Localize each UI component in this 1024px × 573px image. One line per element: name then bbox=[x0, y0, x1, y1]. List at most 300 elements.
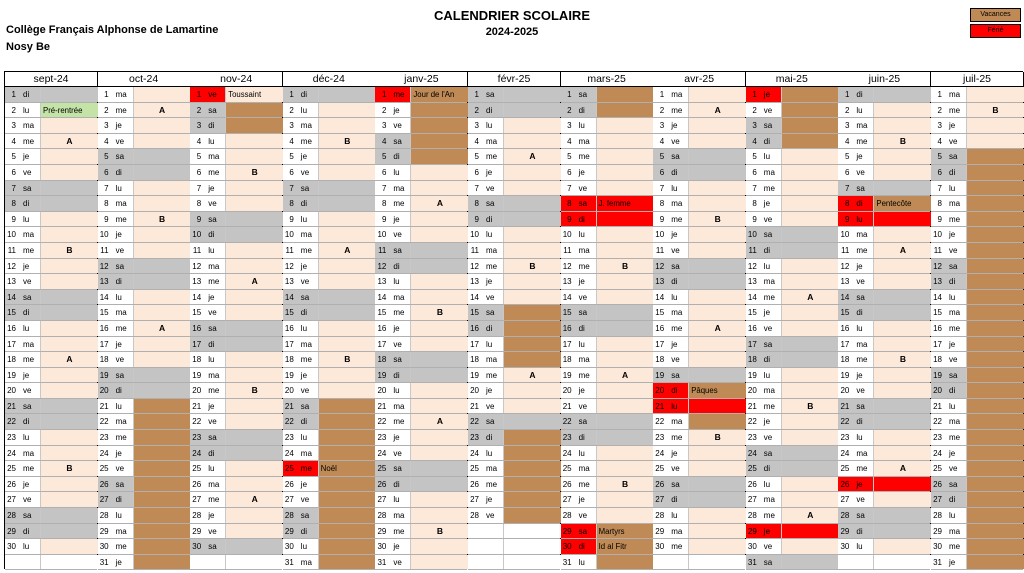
weekday: ve bbox=[203, 305, 225, 320]
day-note bbox=[596, 87, 654, 102]
day-note bbox=[410, 321, 468, 336]
weekday: ve bbox=[944, 243, 966, 258]
day-note bbox=[318, 227, 376, 242]
day-row bbox=[98, 196, 190, 212]
day-note bbox=[966, 134, 1024, 149]
weekday: sa bbox=[296, 399, 318, 414]
day-number: 27 bbox=[931, 492, 944, 507]
day-number: 21 bbox=[98, 399, 111, 414]
day-row bbox=[98, 555, 190, 571]
day-row bbox=[5, 118, 97, 134]
day-number: 21 bbox=[931, 399, 944, 414]
day-row bbox=[283, 165, 375, 181]
day-note bbox=[873, 555, 931, 570]
weekday: ma bbox=[481, 461, 503, 476]
weekday: je bbox=[203, 290, 225, 305]
day-number: 30 bbox=[375, 539, 388, 554]
day-number: 7 bbox=[931, 181, 944, 196]
day-row bbox=[468, 368, 560, 384]
day-note bbox=[688, 227, 746, 242]
day-number: 22 bbox=[561, 414, 574, 429]
day-note bbox=[781, 446, 839, 461]
week-letter: A bbox=[410, 414, 468, 429]
weekday: sa bbox=[481, 305, 503, 320]
day-number: 5 bbox=[98, 149, 111, 164]
day-number: 9 bbox=[931, 212, 944, 227]
day-number: 30 bbox=[653, 539, 666, 554]
week-letter: B bbox=[873, 352, 931, 367]
weekday: di bbox=[111, 165, 133, 180]
weekday: me bbox=[203, 383, 225, 398]
day-number: 25 bbox=[5, 461, 18, 476]
day-row bbox=[561, 103, 653, 119]
day-row bbox=[468, 337, 560, 353]
day-number: 8 bbox=[283, 196, 296, 211]
day-note bbox=[318, 430, 376, 445]
day-number: 25 bbox=[561, 461, 574, 476]
day-note bbox=[596, 181, 654, 196]
weekday: je bbox=[944, 555, 966, 570]
day-number: 20 bbox=[838, 383, 851, 398]
day-note bbox=[596, 212, 654, 227]
week-letter: A bbox=[40, 352, 98, 367]
weekday: lu bbox=[111, 399, 133, 414]
day-row bbox=[190, 274, 282, 290]
day-row bbox=[98, 227, 190, 243]
day-row bbox=[746, 414, 838, 430]
day-number: 18 bbox=[98, 352, 111, 367]
day-row bbox=[561, 477, 653, 493]
weekday: ve bbox=[388, 337, 410, 352]
day-number: 17 bbox=[931, 337, 944, 352]
day-note bbox=[503, 212, 561, 227]
day-number: 17 bbox=[838, 337, 851, 352]
weekday: ve bbox=[759, 321, 781, 336]
day-row bbox=[98, 508, 190, 524]
week-letter: A bbox=[225, 492, 283, 507]
day-row bbox=[838, 290, 930, 306]
day-number: 26 bbox=[653, 477, 666, 492]
day-note bbox=[873, 259, 931, 274]
weekday: je bbox=[203, 181, 225, 196]
weekday: me bbox=[944, 212, 966, 227]
weekday: me bbox=[111, 212, 133, 227]
day-row bbox=[283, 274, 375, 290]
weekday: ma bbox=[388, 290, 410, 305]
weekday: lu bbox=[481, 337, 503, 352]
day-note bbox=[966, 227, 1024, 242]
day-row bbox=[98, 477, 190, 493]
day-note bbox=[873, 524, 931, 539]
day-note bbox=[596, 337, 654, 352]
weekday: ma bbox=[203, 368, 225, 383]
weekday: ve bbox=[18, 383, 40, 398]
weekday: ma bbox=[574, 461, 596, 476]
day-number: 2 bbox=[375, 103, 388, 118]
weekday: lu bbox=[481, 227, 503, 242]
day-number: 25 bbox=[931, 461, 944, 476]
weekday: di bbox=[944, 274, 966, 289]
weekday: sa bbox=[944, 477, 966, 492]
weekday: sa bbox=[759, 227, 781, 242]
day-number: 13 bbox=[98, 274, 111, 289]
day-note bbox=[503, 103, 561, 118]
day-number: 11 bbox=[375, 243, 388, 258]
day-note bbox=[133, 305, 191, 320]
day-note bbox=[133, 243, 191, 258]
day-number: 4 bbox=[653, 134, 666, 149]
day-row bbox=[375, 446, 467, 462]
day-number: 5 bbox=[838, 149, 851, 164]
month-header: avr-25 bbox=[653, 72, 745, 87]
weekday: ma bbox=[296, 446, 318, 461]
day-row bbox=[653, 290, 745, 306]
day-row bbox=[653, 399, 745, 415]
day-number: 7 bbox=[190, 181, 203, 196]
day-row bbox=[746, 212, 838, 228]
day-number: 31 bbox=[746, 555, 759, 570]
day-number: 2 bbox=[468, 103, 481, 118]
day-row bbox=[283, 243, 375, 259]
weekday: me bbox=[111, 321, 133, 336]
day-note bbox=[225, 352, 283, 367]
weekday: lu bbox=[18, 321, 40, 336]
day-row bbox=[98, 399, 190, 415]
weekday: ma bbox=[296, 118, 318, 133]
day-note bbox=[410, 368, 468, 383]
day-note bbox=[688, 446, 746, 461]
weekday: ve bbox=[666, 461, 688, 476]
weekday: sa bbox=[944, 368, 966, 383]
day-number: 12 bbox=[375, 259, 388, 274]
day-note bbox=[133, 181, 191, 196]
day-note bbox=[966, 212, 1024, 227]
day-row bbox=[838, 477, 930, 493]
day-number: 8 bbox=[5, 196, 18, 211]
day-number: 3 bbox=[931, 118, 944, 133]
weekday: sa bbox=[296, 181, 318, 196]
weekday: ma bbox=[666, 305, 688, 320]
weekday: me bbox=[111, 539, 133, 554]
weekday: ve bbox=[296, 492, 318, 507]
day-note bbox=[781, 274, 839, 289]
day-number: 22 bbox=[5, 414, 18, 429]
day-number: 13 bbox=[5, 274, 18, 289]
day-row bbox=[283, 118, 375, 134]
day-number: 6 bbox=[375, 165, 388, 180]
day-note bbox=[688, 352, 746, 367]
day-note bbox=[688, 149, 746, 164]
day-number: 26 bbox=[375, 477, 388, 492]
day-number: 14 bbox=[561, 290, 574, 305]
day-number: 27 bbox=[5, 492, 18, 507]
day-number bbox=[653, 555, 666, 570]
weekday: je bbox=[944, 227, 966, 242]
day-number: 14 bbox=[98, 290, 111, 305]
day-number: 26 bbox=[838, 477, 851, 492]
day-number: 11 bbox=[838, 243, 851, 258]
weekday: ma bbox=[18, 337, 40, 352]
day-note bbox=[781, 118, 839, 133]
day-note bbox=[873, 337, 931, 352]
day-number: 29 bbox=[746, 524, 759, 539]
day-row bbox=[838, 446, 930, 462]
week-letter: A bbox=[688, 321, 746, 336]
day-row bbox=[931, 274, 1023, 290]
day-row bbox=[838, 274, 930, 290]
weekday: je bbox=[574, 274, 596, 289]
day-number: 10 bbox=[283, 227, 296, 242]
weekday: lu bbox=[388, 165, 410, 180]
week-letter: A bbox=[133, 321, 191, 336]
day-number: 11 bbox=[653, 243, 666, 258]
weekday: di bbox=[759, 134, 781, 149]
weekday: di bbox=[851, 196, 873, 211]
day-number: 4 bbox=[746, 134, 759, 149]
weekday: lu bbox=[481, 446, 503, 461]
day-row bbox=[653, 352, 745, 368]
week-letter: B bbox=[596, 259, 654, 274]
day-row bbox=[746, 134, 838, 150]
weekday: ve bbox=[296, 383, 318, 398]
day-row bbox=[653, 165, 745, 181]
day-number: 13 bbox=[931, 274, 944, 289]
day-number: 30 bbox=[931, 539, 944, 554]
weekday: ve bbox=[296, 274, 318, 289]
day-row bbox=[190, 165, 282, 181]
day-row bbox=[190, 508, 282, 524]
day-number: 4 bbox=[561, 134, 574, 149]
weekday: sa bbox=[111, 368, 133, 383]
weekday: di bbox=[18, 305, 40, 320]
day-row bbox=[838, 321, 930, 337]
day-row bbox=[561, 274, 653, 290]
day-number: 16 bbox=[468, 321, 481, 336]
weekday: je bbox=[388, 212, 410, 227]
day-number: 18 bbox=[190, 352, 203, 367]
day-number: 22 bbox=[746, 414, 759, 429]
day-number: 18 bbox=[5, 352, 18, 367]
day-note bbox=[40, 321, 98, 336]
weekday: lu bbox=[296, 103, 318, 118]
day-number: 16 bbox=[283, 321, 296, 336]
day-number: 13 bbox=[468, 274, 481, 289]
day-row bbox=[746, 305, 838, 321]
week-letter: B bbox=[503, 259, 561, 274]
weekday: di bbox=[388, 477, 410, 492]
weekday: je bbox=[111, 446, 133, 461]
weekday: je bbox=[481, 383, 503, 398]
day-number: 18 bbox=[746, 352, 759, 367]
day-note bbox=[781, 539, 839, 554]
day-note bbox=[688, 134, 746, 149]
day-number: 3 bbox=[283, 118, 296, 133]
weekday: sa bbox=[481, 196, 503, 211]
weekday: lu bbox=[111, 508, 133, 523]
day-row bbox=[5, 508, 97, 524]
weekday: me bbox=[388, 196, 410, 211]
day-note bbox=[688, 555, 746, 570]
day-number: 7 bbox=[653, 181, 666, 196]
day-note bbox=[318, 165, 376, 180]
day-number: 10 bbox=[838, 227, 851, 242]
weekday: me bbox=[574, 477, 596, 492]
day-row bbox=[190, 196, 282, 212]
day-row bbox=[5, 492, 97, 508]
weekday: sa bbox=[574, 414, 596, 429]
day-note bbox=[318, 305, 376, 320]
day-row bbox=[653, 149, 745, 165]
weekday: ve bbox=[944, 134, 966, 149]
day-note bbox=[966, 524, 1024, 539]
calendar-grid bbox=[4, 71, 1023, 569]
weekday: sa bbox=[203, 103, 225, 118]
weekday: ve bbox=[111, 461, 133, 476]
weekday: je bbox=[111, 337, 133, 352]
day-note bbox=[596, 352, 654, 367]
day-row bbox=[838, 414, 930, 430]
day-row bbox=[375, 461, 467, 477]
day-row bbox=[375, 477, 467, 493]
week-letter: B bbox=[688, 212, 746, 227]
week-letter: A bbox=[781, 290, 839, 305]
day-row bbox=[283, 337, 375, 353]
day-note bbox=[410, 508, 468, 523]
day-number: 30 bbox=[561, 539, 574, 554]
day-row bbox=[468, 103, 560, 119]
weekday: sa bbox=[18, 181, 40, 196]
day-row bbox=[838, 87, 930, 103]
day-row bbox=[931, 212, 1023, 228]
day-number: 18 bbox=[468, 352, 481, 367]
day-number: 26 bbox=[98, 477, 111, 492]
day-number: 6 bbox=[561, 165, 574, 180]
weekday: je bbox=[666, 446, 688, 461]
day-note bbox=[225, 477, 283, 492]
day-row bbox=[746, 321, 838, 337]
weekday: me bbox=[944, 321, 966, 336]
day-note bbox=[410, 274, 468, 289]
day-note bbox=[873, 290, 931, 305]
day-number: 28 bbox=[838, 508, 851, 523]
day-note bbox=[596, 383, 654, 398]
day-note bbox=[688, 337, 746, 352]
day-note bbox=[133, 555, 191, 570]
weekday: sa bbox=[388, 243, 410, 258]
day-number: 14 bbox=[746, 290, 759, 305]
day-note: Pentecôte bbox=[873, 196, 931, 211]
day-row bbox=[653, 368, 745, 384]
day-number: 30 bbox=[746, 539, 759, 554]
month-header: janv-25 bbox=[375, 72, 467, 87]
day-note bbox=[596, 243, 654, 258]
day-row bbox=[746, 477, 838, 493]
day-row bbox=[561, 399, 653, 415]
day-number: 21 bbox=[653, 399, 666, 414]
day-row bbox=[190, 477, 282, 493]
day-row bbox=[375, 399, 467, 415]
weekday: sa bbox=[388, 461, 410, 476]
day-number: 15 bbox=[931, 305, 944, 320]
weekday: ve bbox=[481, 290, 503, 305]
weekday: ve bbox=[759, 430, 781, 445]
day-number: 23 bbox=[468, 430, 481, 445]
day-row bbox=[98, 539, 190, 555]
day-row bbox=[190, 524, 282, 540]
day-row bbox=[190, 555, 282, 571]
day-note bbox=[40, 508, 98, 523]
day-note bbox=[40, 212, 98, 227]
weekday: ma bbox=[481, 352, 503, 367]
weekday: ma bbox=[203, 477, 225, 492]
day-number: 22 bbox=[190, 414, 203, 429]
day-row bbox=[561, 461, 653, 477]
weekday: je bbox=[759, 196, 781, 211]
day-row bbox=[5, 134, 97, 150]
weekday: ve bbox=[388, 118, 410, 133]
month-column bbox=[190, 72, 283, 569]
day-note bbox=[40, 274, 98, 289]
day-row bbox=[5, 555, 97, 571]
weekday: di bbox=[111, 492, 133, 507]
day-row bbox=[931, 492, 1023, 508]
weekday: ma bbox=[944, 524, 966, 539]
day-number: 10 bbox=[746, 227, 759, 242]
month-header: févr-25 bbox=[468, 72, 560, 87]
weekday: lu bbox=[296, 321, 318, 336]
day-row bbox=[98, 430, 190, 446]
day-number: 20 bbox=[283, 383, 296, 398]
weekday: me bbox=[296, 352, 318, 367]
weekday: me bbox=[388, 414, 410, 429]
day-note bbox=[966, 446, 1024, 461]
day-row bbox=[98, 259, 190, 275]
day-number: 6 bbox=[283, 165, 296, 180]
day-number: 1 bbox=[561, 87, 574, 102]
weekday: di bbox=[851, 87, 873, 102]
day-number: 18 bbox=[561, 352, 574, 367]
weekday: me bbox=[18, 243, 40, 258]
weekday: ma bbox=[666, 414, 688, 429]
day-row bbox=[190, 134, 282, 150]
day-note bbox=[40, 368, 98, 383]
day-note bbox=[781, 165, 839, 180]
day-number: 17 bbox=[283, 337, 296, 352]
day-row bbox=[746, 149, 838, 165]
day-number: 11 bbox=[746, 243, 759, 258]
day-number: 12 bbox=[98, 259, 111, 274]
day-number: 29 bbox=[5, 524, 18, 539]
day-number: 12 bbox=[190, 259, 203, 274]
day-number: 24 bbox=[838, 446, 851, 461]
day-number: 17 bbox=[468, 337, 481, 352]
day-row bbox=[283, 352, 375, 368]
day-note bbox=[873, 321, 931, 336]
day-row bbox=[5, 368, 97, 384]
weekday: me bbox=[481, 149, 503, 164]
day-note bbox=[688, 243, 746, 258]
day-number: 6 bbox=[5, 165, 18, 180]
day-row bbox=[561, 196, 653, 212]
day-note bbox=[318, 103, 376, 118]
day-note bbox=[503, 414, 561, 429]
weekday: lu bbox=[574, 227, 596, 242]
day-number: 22 bbox=[283, 414, 296, 429]
day-number: 20 bbox=[561, 383, 574, 398]
day-row bbox=[5, 87, 97, 103]
weekday: sa bbox=[759, 555, 781, 570]
day-number: 4 bbox=[468, 134, 481, 149]
